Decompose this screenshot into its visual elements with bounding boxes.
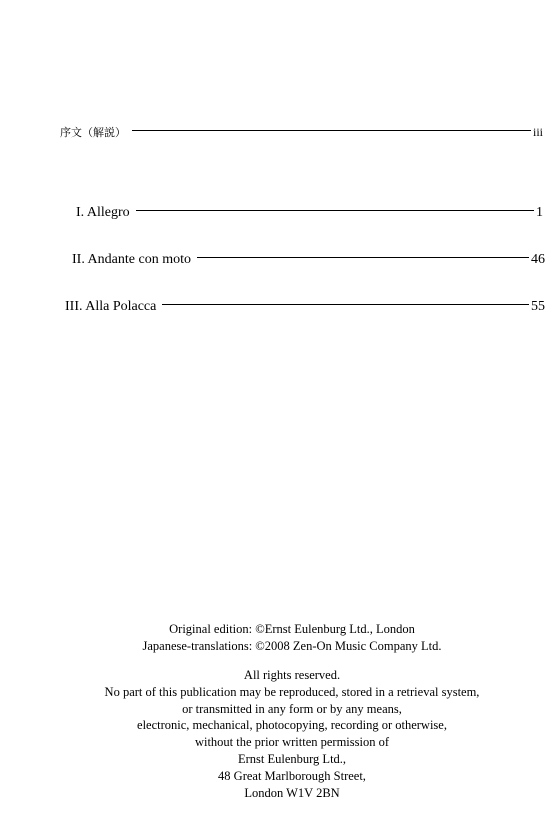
edition-line: Japanese-translations: ©2008 Zen-On Music Company Ltd.: [142, 638, 442, 653]
toc-page-number: 46: [531, 252, 545, 267]
toc-entry-title: 序文（解説）: [60, 126, 126, 139]
toc-leader-line: [136, 210, 534, 211]
toc-entry-movement-1[interactable]: [76, 205, 543, 221]
toc-leader-line: [162, 304, 529, 305]
edition-line: Original edition: ©Ernst Eulenburg Ltd., London: [169, 622, 415, 636]
rights-line: All rights reserved.: [243, 668, 341, 682]
toc-entry-movement-3[interactable]: [65, 299, 545, 315]
publisher-street: 48 Great Marlborough Street,: [218, 768, 366, 783]
toc-entry-movement-2[interactable]: [72, 252, 545, 268]
toc-page-number: 55: [531, 299, 545, 314]
rights-line: without the prior written permission of: [194, 735, 390, 750]
toc-entry-title: II. Andante con moto: [72, 252, 191, 267]
toc-entry-title: I. Allegro: [76, 205, 130, 220]
toc-entry-title: III. Alla Polacca: [65, 299, 157, 314]
toc-page-number: iii: [532, 125, 543, 139]
toc-entry-preface[interactable]: [60, 124, 543, 140]
publisher-name: Ernst Eulenburg Ltd.,: [237, 751, 347, 766]
toc-page-number: 1: [536, 205, 543, 220]
publisher-city: London W1V 2BN: [244, 785, 340, 800]
rights-line: No part of this publication may be reproduced, stored in a retrieval system,: [104, 684, 480, 699]
edition-notice: [0, 621, 560, 655]
rights-notice: [0, 667, 560, 801]
rights-line: electronic, mechanical, photocopying, recording or otherwise,: [137, 718, 447, 733]
toc-leader-line: [132, 130, 531, 131]
toc-leader-line: [197, 257, 529, 258]
rights-line: or transmitted in any form or by any means,: [182, 701, 402, 716]
